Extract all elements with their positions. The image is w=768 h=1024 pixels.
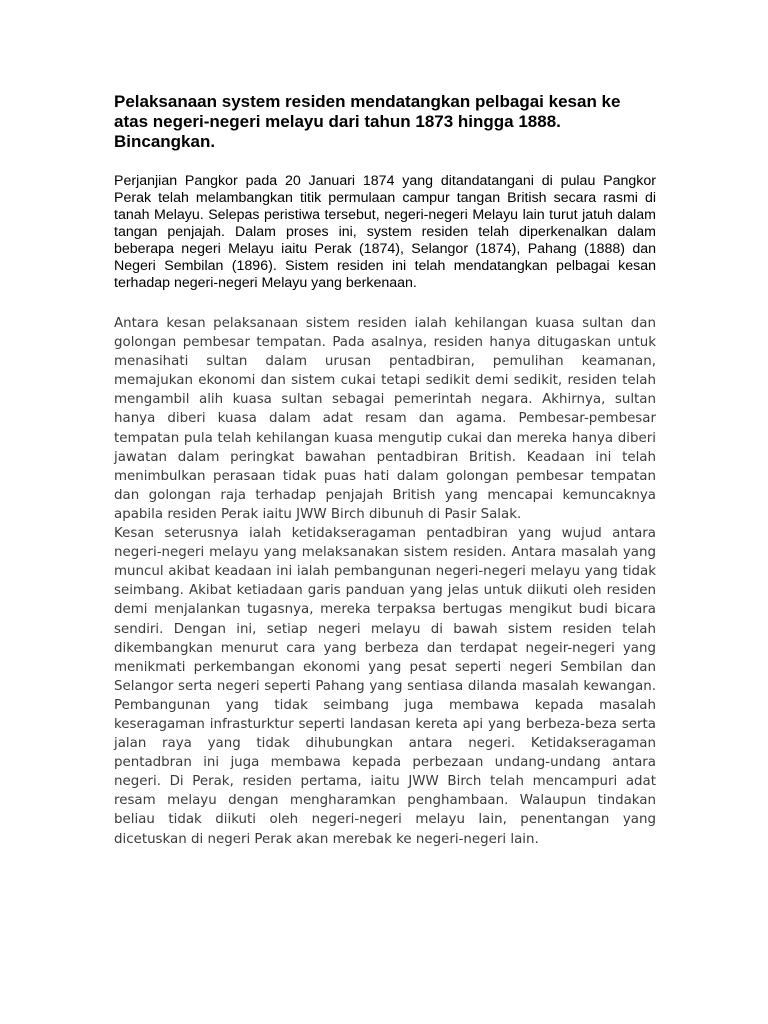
essay-body — [114, 314, 656, 849]
document-title: Pelaksanaan system residen mendatangkan pelbagai kesan ke atas negeri-negeri melayu dari tahun 1873 hingga 1888. Bincangkan. — [114, 92, 621, 151]
body-paragraph: Kesan seterusnya ialah ketidakseragaman pentadbiran yang wujud antara negeri-negeri melayu yang melaksanakan sistem residen. Antara masalah yang muncul akibat keadaan ini ialah pembangunan negeri-negeri melayu yang tidak seimbang. Akibat ketiadaan garis panduan yang jelas untuk diikuti oleh residen demi menjalankan tugasnya, mereka terpaksa bertugas mengikut budi bicara sendiri. Dengan ini, setiap negeri melayu di bawah sistem residen telah dikembangkan menurut cara yang berbeza dan terdapat negeir-negeri yang menikmati perkembangan ekonomi yang pesat seperti negeri Sembilan dan Selangor serta negeri seperti Pahang yang sentiasa dilanda masalah kewangan. Pembangunan yang tidak seimbang juga membawa kepada masalah keseragaman infrasturktur seperti landasan kereta api yang berbeza-beza serta jalan raya yang tidak dihubungkan antara negeri. Ketidakseragaman pentadbran ini juga membawa kepada perbezaan undang-undang antara negeri. Di Perak, residen pertama, iaitu JWW Birch telah mencampuri adat resam melayu dengan mengharamkan penghambaan. Walaupun tindakan beliau tidak diikuti oleh negeri-negeri melayu lain, penentangan yang dicetuskan di negeri Perak akan merebak ke negeri-negeri lain. — [114, 526, 656, 847]
intro-paragraph: Perjanjian Pangkor pada 20 Januari 1874 yang ditandatangani di pulau Pangkor Perak telah melambangkan titik permulaan campur tangan British secara rasmi di tanah Melayu. Selepas peristiwa tersebut, negeri-negeri Melayu lain turut jatuh dalam tangan penjajah. Dalam proses ini, system residen telah diperkenalkan dalam beberapa negeri Melayu iaitu Perak (1874), Selangor (1874), Pahang (1888) dan Negeri Sembilan (1896). Sistem residen ini telah mendatangkan pelbagai kesan terhadap negeri-negeri Melayu yang berkenaan. — [114, 173, 656, 291]
body-paragraph: Antara kesan pelaksanaan sistem residen ialah kehilangan kuasa sultan dan golongan pembesar tempatan. Pada asalnya, residen hanya ditugaskan untuk menasihati sultan dalam urusan pentadbiran, pemulihan keamanan, memajukan ekonomi dan sistem cukai tetapi sedikit demi sedikit, residen telah mengambil alih kuasa sultan sebagai pemerintah negara. Akhirnya, sultan hanya diberi kuasa dalam adat resam dan agama. Pembesar-pembesar tempatan pula telah kehilangan kuasa mengutip cukai dan mereka hanya diberi jawatan dalam peringkat bawahan pentadbiran British. Keadaan ini telah menimbulkan perasaan tidak puas hati dalam golongan pembesar tempatan dan golongan raja terhadap penjajah British yang mencapai kemuncaknya apabila residen Perak iaitu JWW Birch dibunuh di Pasir Salak. — [114, 316, 656, 522]
document-page — [114, 92, 656, 849]
